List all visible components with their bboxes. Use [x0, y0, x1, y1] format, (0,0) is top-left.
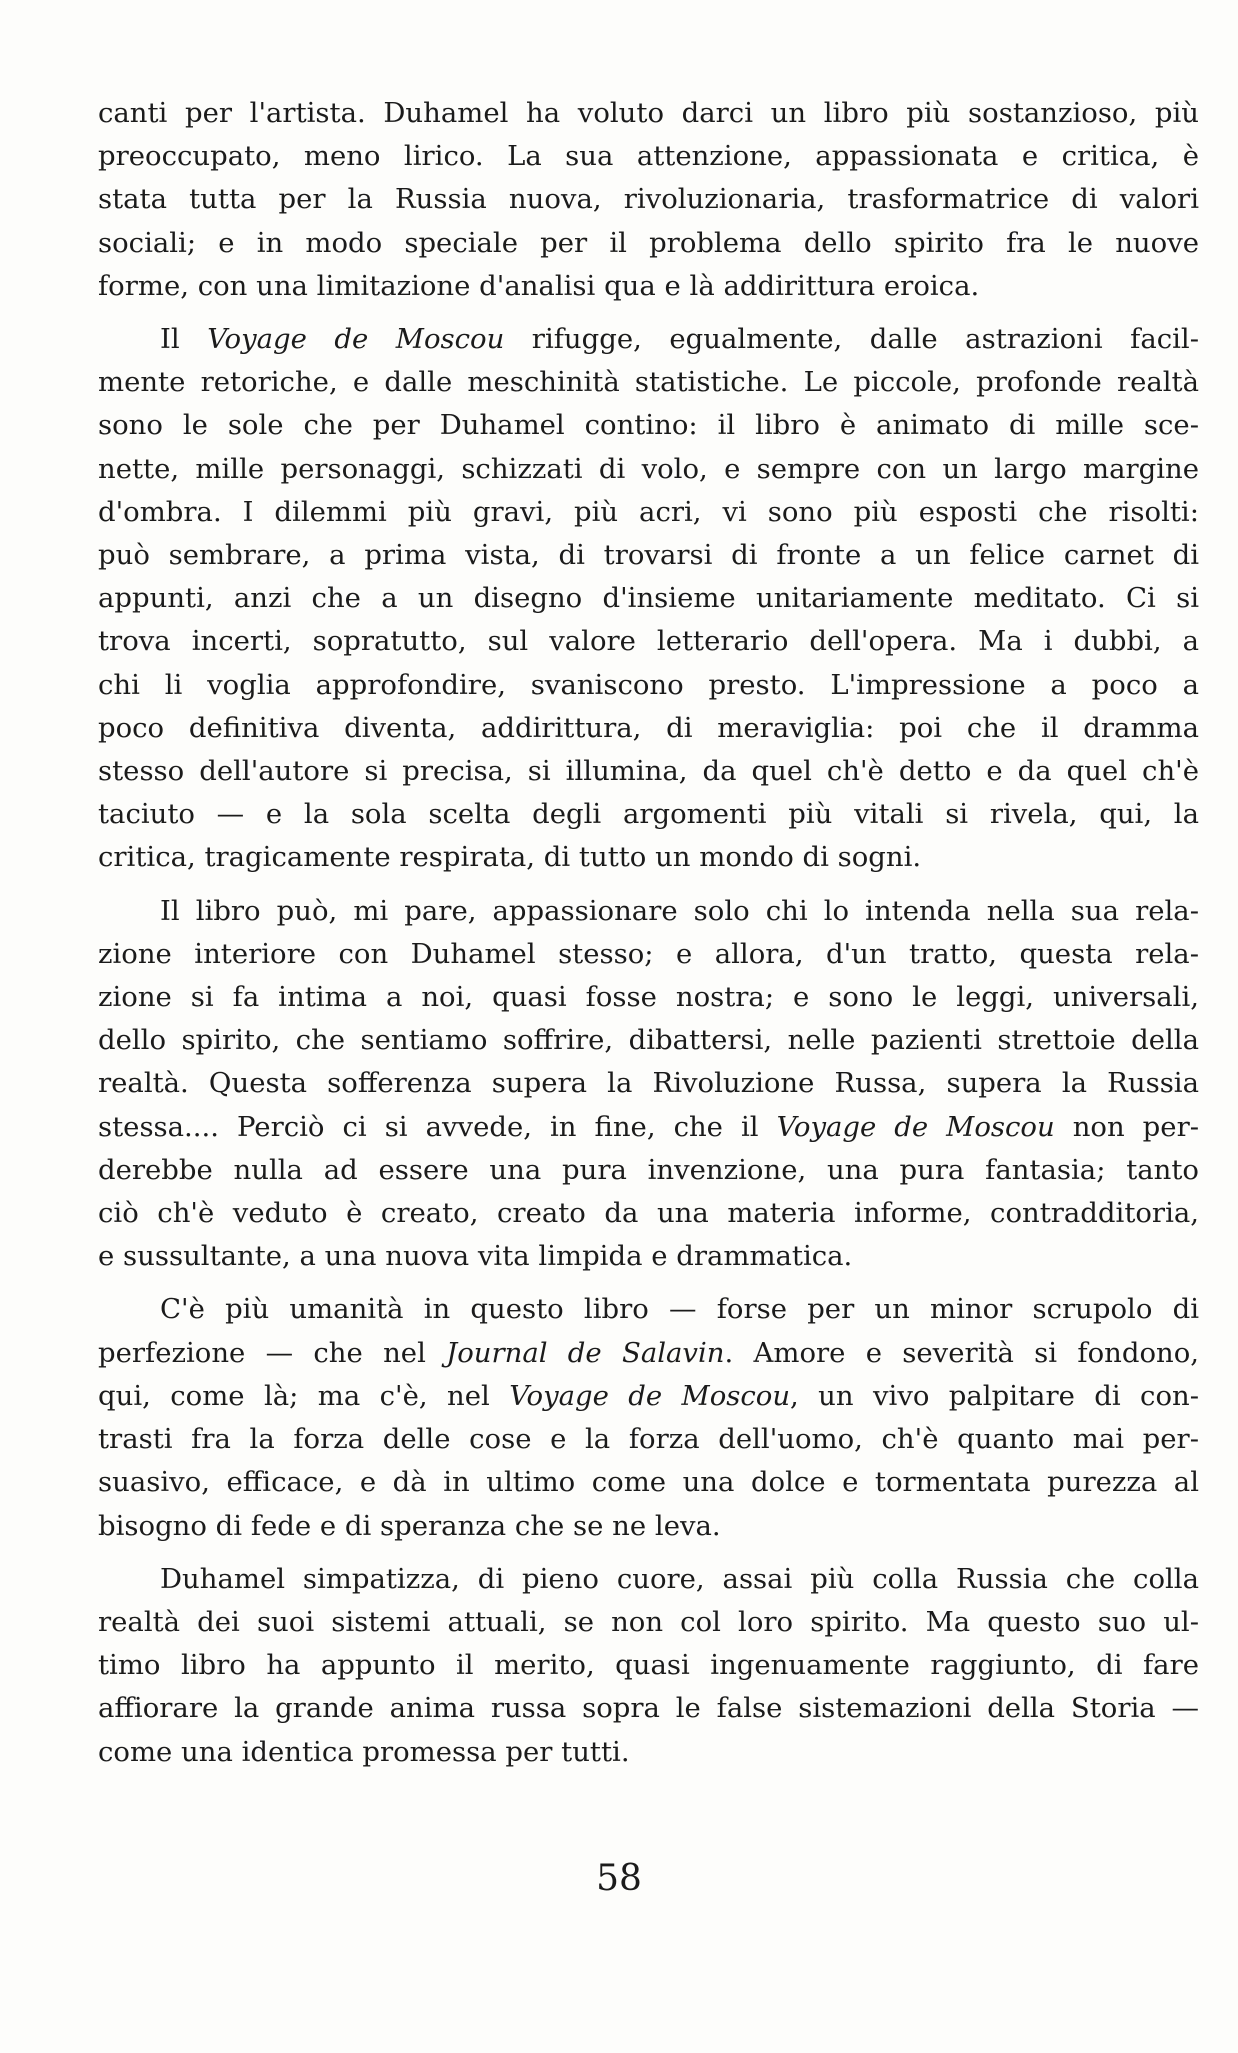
text-line: trasti fra la forza delle cose e la forza dell'uomo, ch'è quanto mai per- [98, 1423, 1199, 1456]
text-line: affiorare la grande anima russa sopra le false sistemazioni della Storia — [98, 1692, 1199, 1725]
italic-title: Voyage de Moscou [509, 1379, 791, 1412]
text-segment: perfezione — che nel [98, 1336, 447, 1369]
text-line: chi li voglia approfondire, svaniscono presto. L'impressione a poco a [98, 668, 1199, 701]
text-line: sono le sole che per Duhamel contino: il libro è animato di mille sce- [98, 409, 1199, 442]
text-line: Il libro può, mi pare, appassionare solo chi lo intenda nella sua rela- [160, 894, 1199, 927]
text-line: critica, tragicamente respirata, di tutto un mondo di sogni. [98, 841, 922, 874]
text-line: realtà dei suoi sistemi attuali, se non col loro spirito. Ma questo suo ul- [98, 1605, 1199, 1638]
text-segment: , un vivo palpitare di con- [790, 1379, 1200, 1412]
text-line: mente retoriche, e dalle meschinità statistiche. Le piccole, profonde realtà [98, 366, 1199, 399]
text-segment: non per- [1054, 1110, 1200, 1143]
text-segment: qui, come là; ma c'è, nel [98, 1379, 510, 1412]
text-line [98, 318, 1199, 361]
italic-title: Journal de Salavin [446, 1336, 725, 1369]
text-line: poco definitiva diventa, addirittura, di meraviglia: poi che il dramma [98, 711, 1199, 744]
text-segment: stessa.... Perciò ci si avvede, in fine, che il [98, 1110, 777, 1143]
page-number: 58 [596, 1858, 642, 1899]
text-line: appunti, anzi che a un disegno d'insieme unitariamente meditato. Ci si [98, 582, 1199, 615]
italic-title: Voyage de Moscou [776, 1110, 1055, 1143]
text-line: stata tutta per la Russia nuova, rivoluzionaria, trasformatrice di valori [98, 183, 1199, 216]
text-line: trova incerti, sopratutto, sul valore letterario dell'opera. Ma i dubbi, a [98, 625, 1199, 658]
body-text [98, 92, 1199, 1774]
text-line: realtà. Questa sofferenza supera la Rivoluzione Russa, supera la Russia [98, 1067, 1199, 1100]
text-line: canti per l'artista. Duhamel ha voluto darci un libro più sostanzioso, più [98, 97, 1199, 129]
paragraph [98, 318, 1199, 880]
text-line: forme, con una limitazione d'analisi qua e là addirittura eroica. [98, 269, 980, 302]
paragraph [98, 890, 1199, 1279]
text-line: zione si fa intima a noi, quasi fosse nostra; e sono le leggi, universali, [98, 981, 1199, 1014]
italic-title: Voyage de Moscou [207, 323, 505, 356]
paragraph [98, 1288, 1199, 1547]
text-line: C'è più umanità in questo libro — forse per un minor scrupolo di [160, 1293, 1199, 1326]
text-line: suasivo, efficace, e dà in ultimo come una dolce e tormentata purezza al [98, 1466, 1199, 1499]
paragraph [98, 92, 1199, 308]
text-line: e sussultante, a una nuova vita limpida e drammatica. [98, 1240, 853, 1273]
text-line: preoccupato, meno lirico. La sua attenzione, appassionata e critica, è [98, 140, 1199, 173]
text-line: timo libro ha appunto il merito, quasi ingenuamente raggiunto, di fare [98, 1649, 1199, 1682]
text-segment: Il [160, 323, 208, 356]
text-line: stesso dell'autore si precisa, si illumina, da quel ch'è detto e da quel ch'è [98, 755, 1199, 788]
text-line: d'ombra. I dilemmi più gravi, più acri, vi sono più esposti che risolti: [98, 495, 1199, 528]
text-line [98, 1375, 1199, 1418]
text-segment: . Amore e severità si fondono, [724, 1336, 1200, 1369]
text-line: zione interiore con Duhamel stesso; e allora, d'un tratto, questa rela- [98, 937, 1199, 970]
text-line: ciò ch'è veduto è creato, creato da una materia informe, contradditoria, [98, 1197, 1199, 1230]
text-line: dello spirito, che sentiamo soffrire, dibattersi, nelle pazienti strettoie della [98, 1024, 1199, 1057]
text-line: sociali; e in modo speciale per il problema dello spirito fra le nuove [98, 226, 1199, 259]
text-line: bisogno di fede e di speranza che se ne leva. [98, 1509, 721, 1542]
text-segment: rifugge, egualmente, dalle astrazioni facil- [504, 323, 1200, 356]
text-line: può sembrare, a prima vista, di trovarsi di fronte a un felice carnet di [98, 539, 1199, 572]
text-line [98, 1332, 1199, 1375]
text-line: nette, mille personaggi, schizzati di volo, e sempre con un largo margine [98, 452, 1199, 485]
text-line [98, 1106, 1199, 1149]
paragraph [98, 1558, 1199, 1774]
text-line: come una identica promessa per tutti. [98, 1735, 630, 1768]
text-line: taciuto — e la sola scelta degli argomenti più vitali si rivela, qui, la [98, 798, 1199, 831]
text-line: derebbe nulla ad essere una pura invenzione, una pura fantasia; tanto [98, 1153, 1199, 1186]
text-line: Duhamel simpatizza, di pieno cuore, assai più colla Russia che colla [160, 1562, 1199, 1595]
